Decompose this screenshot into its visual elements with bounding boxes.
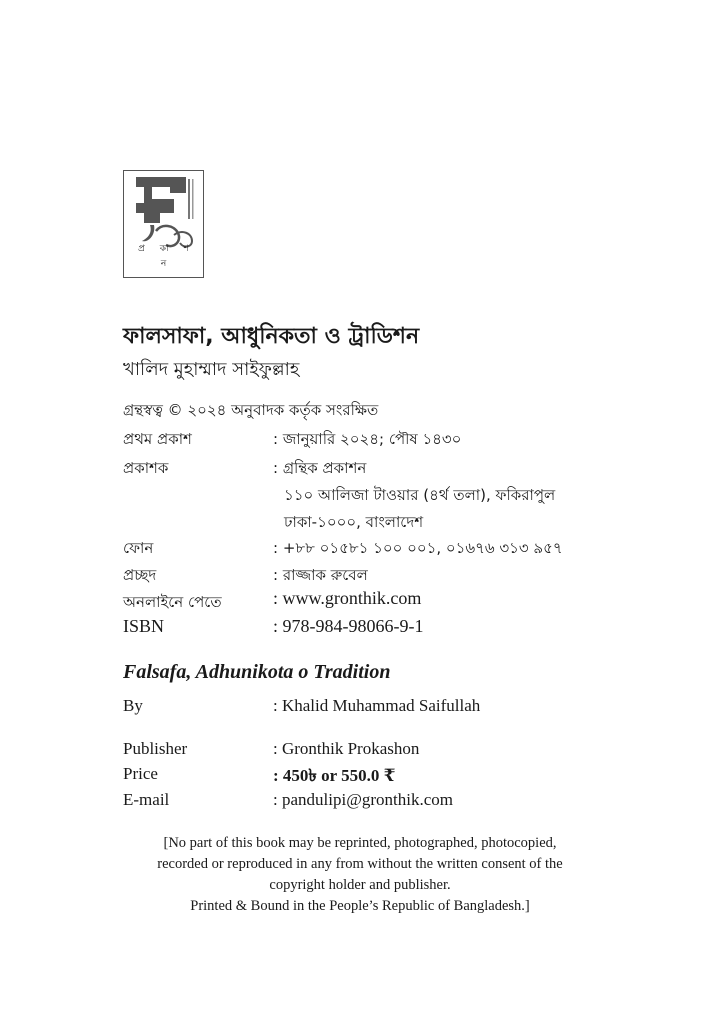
publisher-en-value: : Gronthik Prokashon [273,739,420,758]
publisher-logo [123,170,204,278]
detail-label: Publisher [123,739,188,758]
email-value: : pandulipi@gronthik.com [273,790,453,809]
book-title-en: Falsafa, Adhunikota o Tradition [123,661,391,683]
book-author-bn: খালিদ মুহাম্মাদ সাইফুল্লাহ [123,359,300,380]
detail-label: প্রথম প্রকাশ [123,430,192,448]
detail-label: E-mail [123,790,170,809]
disclaimer-line: recorded or reproduced in any from without the written consent of the [157,856,563,872]
copyright-line: গ্রন্থস্বত্ব © ২০২৪ অনুবাদক কর্তৃক সংরক্ষিত [123,401,379,419]
publisher-address-line: ১১০ আলিজা টাওয়ার (৪র্থ তলা), ফকিরাপুল [284,486,556,504]
detail-label: প্রচ্ছদ [123,566,157,584]
detail-value: : জানুয়ারি ২০২৪; পৌষ ১৪৩০ [273,430,462,448]
disclaimer-line: copyright holder and publisher. [269,877,451,893]
detail-label: ISBN [123,616,165,636]
phone-value: : +৮৮ ০১৫৮১ ১০০ ০০১, ০১৬৭৬ ৩১৩ ৯৫৭ [273,539,563,557]
detail-label: By [123,696,143,715]
price-value: : 450৳ or 550.0 ₹ [273,766,396,785]
detail-label: অনলাইনে পেতে [123,593,222,611]
logo-word: প্র কা শ ন [138,244,195,269]
website-value: : www.gronthik.com [273,588,422,608]
detail-label: প্রকাশক [123,459,169,477]
disclaimer-line: Printed & Bound in the People’s Republic of Bangladesh.] [190,898,530,914]
detail-label: ফোন [123,539,154,557]
isbn-value: : 978-984-98066-9-1 [273,616,424,636]
disclaimer-line: [No part of this book may be reprinted, photographed, photocopied, [163,835,557,851]
author-en-value: : Khalid Muhammad Saifullah [273,696,481,715]
publisher-address-line: ঢাকা-১০০০, বাংলাদেশ [284,513,424,531]
disclaimer [110,833,610,917]
detail-value: : রাজ্জাক রুবেল [273,566,368,584]
detail-label: Price [123,764,158,783]
book-title-bn: ফালসাফা, আধুনিকতা ও ট্রাডিশন [123,324,420,349]
detail-value: : গ্রন্থিক প্রকাশন [273,459,367,477]
